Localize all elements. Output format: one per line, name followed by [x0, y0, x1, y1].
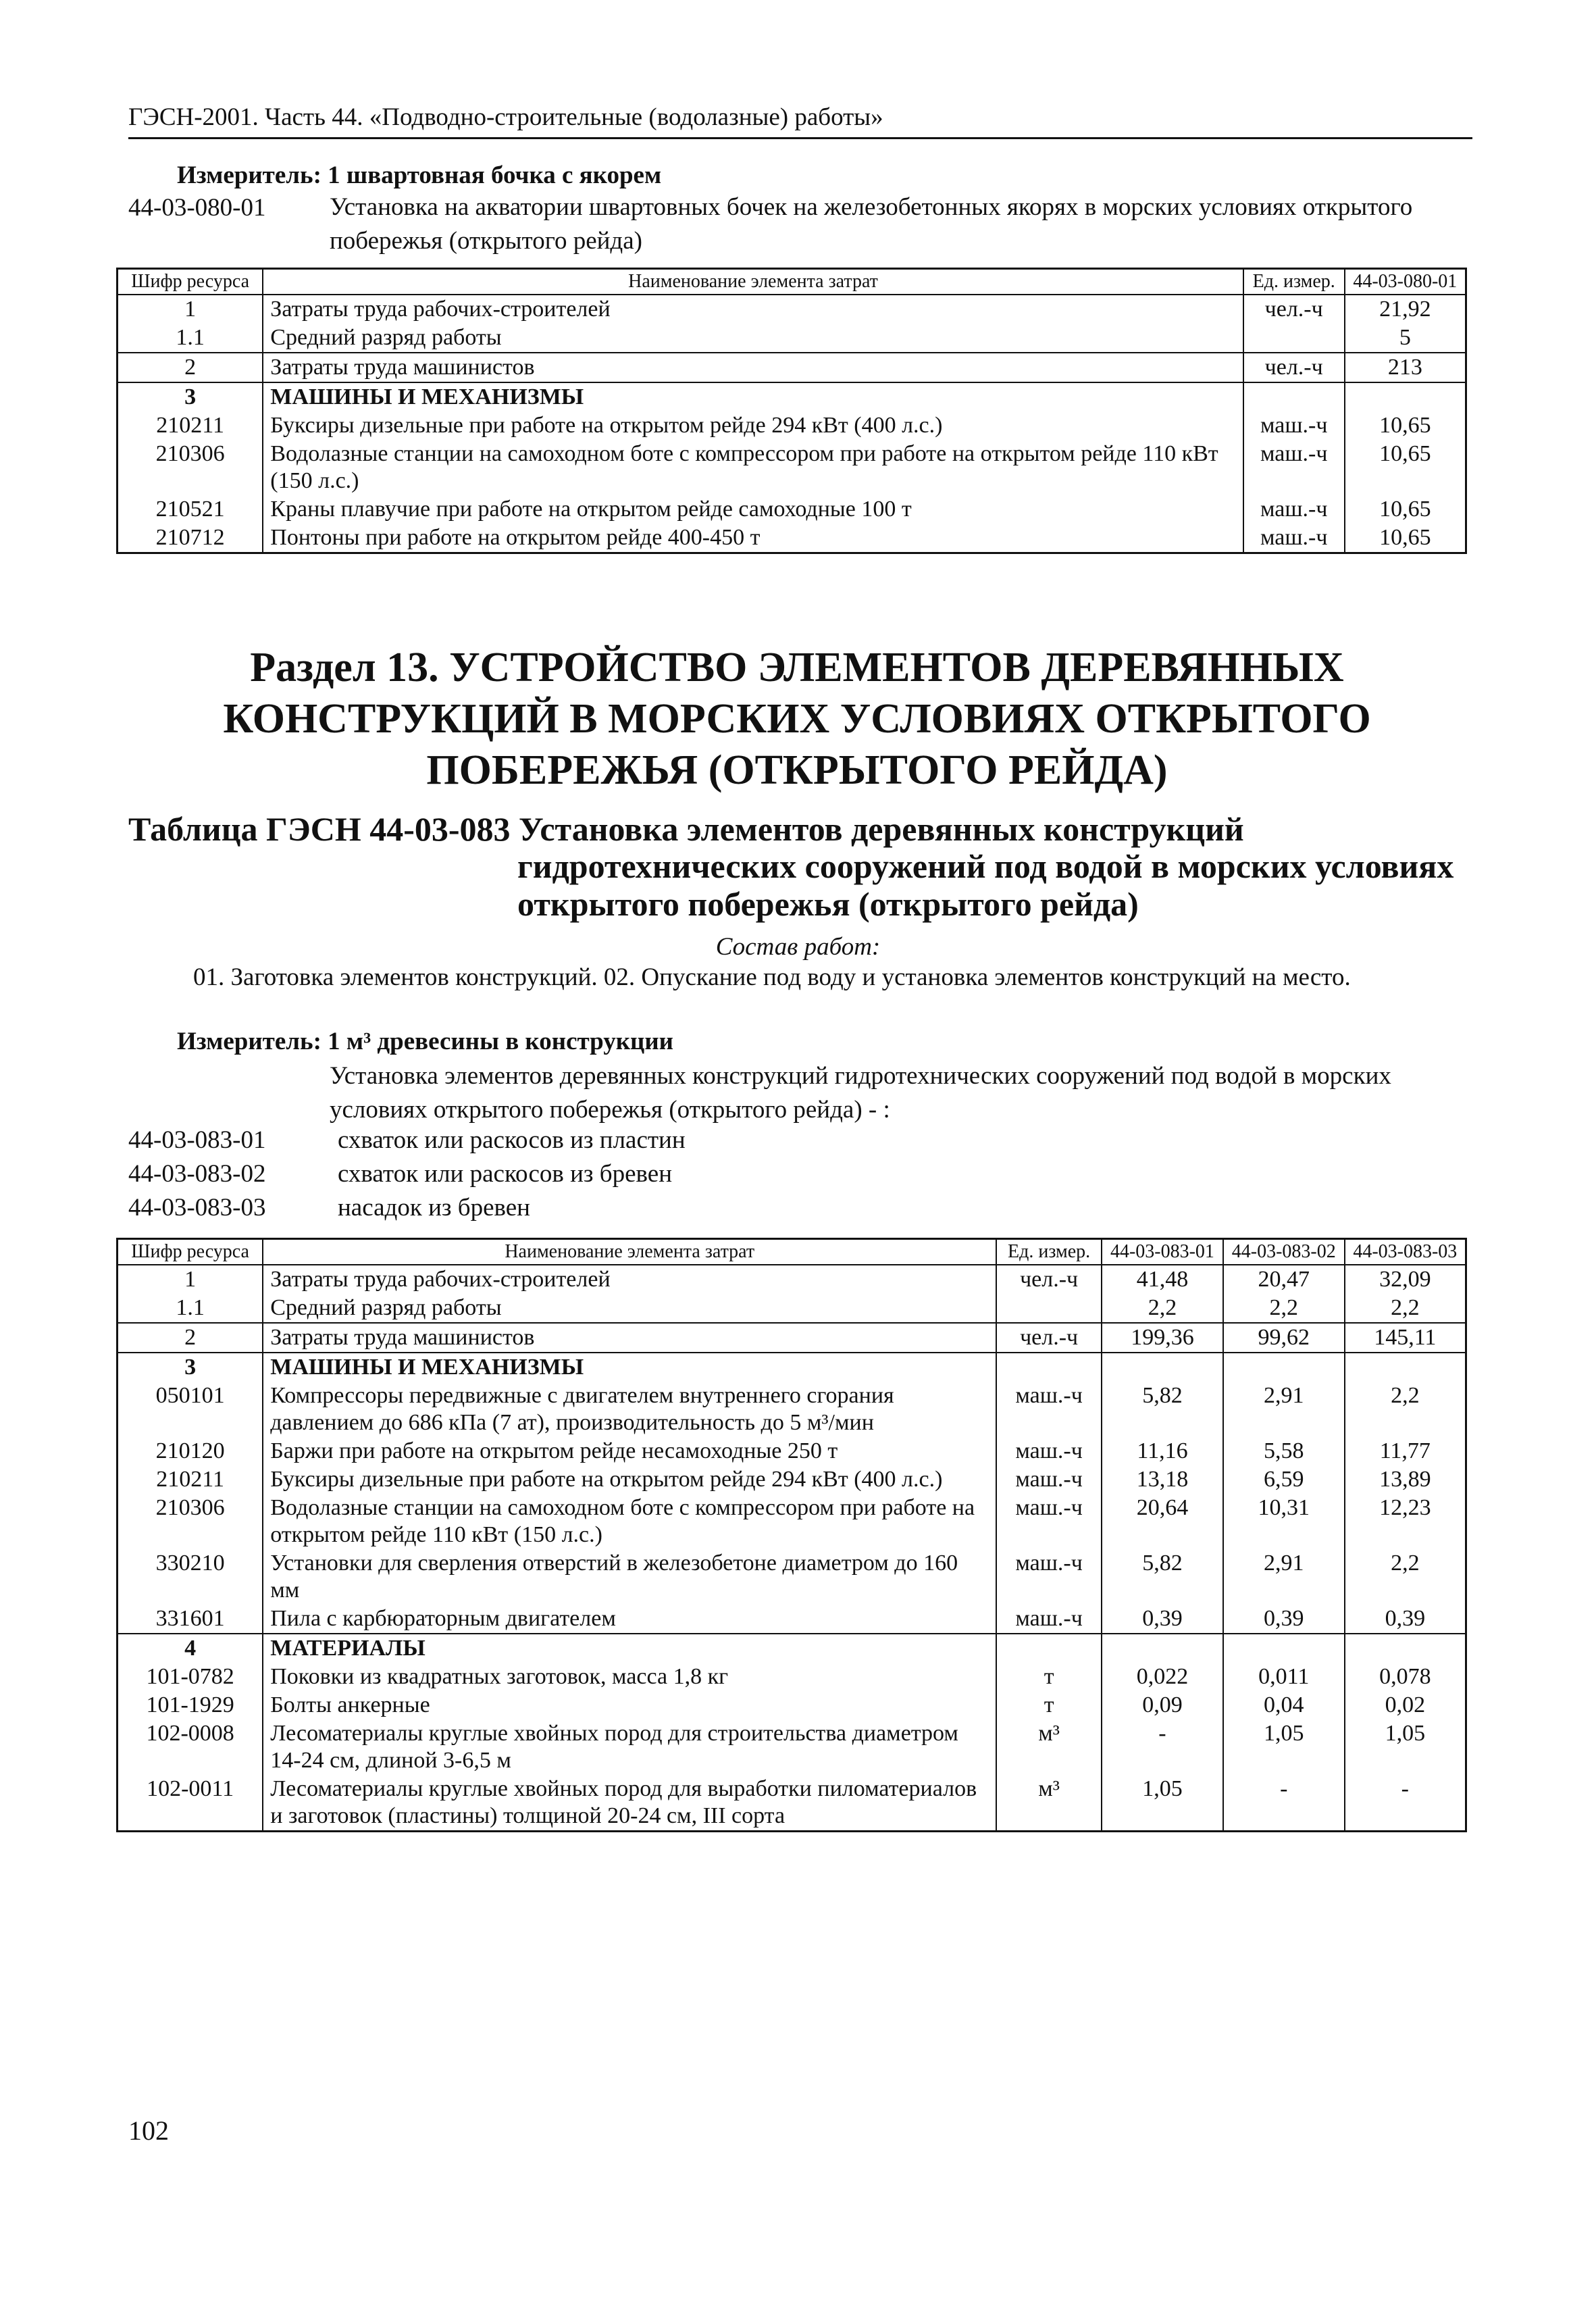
resource-value: 2,2: [1391, 1383, 1420, 1408]
resource-name: Компрессоры передвижные с двигателем внутреннего сгорания давлением до 686 кПа (7 ат), производительность до 5 м³/мин: [263, 1382, 996, 1437]
resource-value: 10,65: [1379, 497, 1431, 522]
resource-unit: маш.-ч: [996, 1549, 1102, 1605]
resource-code: 210306: [118, 440, 263, 495]
resource-code: 101-1929: [118, 1691, 263, 1719]
table-row: [118, 440, 1466, 495]
resource-value: 11,77: [1379, 1438, 1431, 1463]
resource-code: 2: [118, 353, 263, 382]
table-row: [118, 382, 1466, 411]
resource-code: 101-0782: [118, 1663, 263, 1691]
resource-value: 1,05: [1102, 1775, 1223, 1832]
resource-unit: т: [996, 1691, 1102, 1719]
resource-unit: маш.-ч: [996, 1437, 1102, 1465]
header-name: Наименование элемента затрат: [263, 1239, 996, 1265]
resource-name: Лесоматериалы круглые хвойных пород для выработки пиломатериалов и заготовок (пластины) толщиной 20-24 см, III сорта: [263, 1775, 996, 1832]
table-title-continued: гидротехнических сооружений под водой в морских условиях открытого побережья (открытого рейда): [517, 847, 1454, 923]
table-row: [118, 1323, 1466, 1353]
table-row: [118, 1691, 1466, 1719]
resource-value: 10,31: [1223, 1494, 1345, 1549]
resource-name: Затраты труда рабочих-строителей: [263, 1265, 996, 1294]
norm-item-text: насадок из бревен: [338, 1194, 530, 1222]
resource-value: -: [1223, 1775, 1345, 1832]
resource-value: 0,078: [1379, 1664, 1431, 1689]
resource-name: Затраты труда машинистов: [263, 353, 1243, 382]
resource-code: 331601: [118, 1605, 263, 1634]
norm-code: 44-03-083-02: [128, 1160, 266, 1188]
norm-item-text: схваток или раскосов из пластин: [338, 1126, 686, 1154]
resource-code: 3: [118, 382, 263, 411]
header-code: Шифр ресурса: [118, 269, 263, 295]
header-name: Наименование элемента затрат: [263, 269, 1243, 295]
table-row: [118, 353, 1466, 382]
resource-value: 2,2: [1391, 1551, 1420, 1576]
resource-value: 21,92: [1379, 297, 1431, 322]
resource-value: 32,09: [1379, 1267, 1431, 1292]
resource-unit: [996, 1634, 1102, 1663]
header-norm-column: 44-03-083-01: [1102, 1239, 1223, 1265]
table-header-row: [118, 269, 1466, 295]
table-row: [118, 1663, 1466, 1691]
resource-code: 210306: [118, 1494, 263, 1549]
resource-value: 2,2: [1223, 1294, 1345, 1323]
resource-code: 102-0011: [118, 1775, 263, 1832]
resource-value: [1223, 1634, 1345, 1663]
resource-name: Поковки из квадратных заготовок, масса 1,8 кг: [263, 1663, 996, 1691]
resource-name: Баржи при работе на открытом рейде несамоходные 250 т: [263, 1437, 996, 1465]
table-row: [118, 411, 1466, 440]
resource-value: 6,59: [1223, 1465, 1345, 1494]
table-row: [118, 1605, 1466, 1634]
resource-name: Затраты труда рабочих-строителей: [263, 295, 1243, 324]
table-row: [118, 1634, 1466, 1663]
resource-name: Болты анкерные: [263, 1691, 996, 1719]
resource-name: МАТЕРИАЛЫ: [263, 1634, 996, 1663]
resource-code: 102-0008: [118, 1719, 263, 1775]
header-norm-column: 44-03-083-03: [1345, 1239, 1466, 1265]
norm-description: Установка элементов деревянных конструкций гидротехнических сооружений под водой в морских условиях открытого побережья (открытого рейда) - :: [330, 1062, 1391, 1124]
resource-code: 3: [118, 1353, 263, 1382]
page-number: 102: [128, 2115, 169, 2146]
resource-value: 2,91: [1223, 1549, 1345, 1605]
table-header-row: [118, 1239, 1466, 1265]
table-title: Таблица ГЭСН 44-03-083 Установка элементов деревянных конструкций: [128, 810, 1244, 848]
resource-value: 0,39: [1102, 1605, 1223, 1634]
resource-value: 2,91: [1223, 1382, 1345, 1437]
resource-unit: м³: [996, 1775, 1102, 1832]
work-composition-label: Состав работ:: [715, 933, 881, 961]
resource-value: [1223, 1353, 1345, 1382]
resource-code: 2: [118, 1323, 263, 1353]
resource-unit: маш.-ч: [1243, 495, 1345, 524]
resource-name: Средний разряд работы: [263, 1294, 996, 1323]
resource-value: 11,16: [1102, 1437, 1223, 1465]
resource-value: 0,02: [1385, 1692, 1426, 1717]
table-row: [118, 524, 1466, 553]
resource-code: 050101: [118, 1382, 263, 1437]
resource-unit: [1243, 324, 1345, 353]
resource-value: 213: [1345, 353, 1466, 382]
resource-value: [1102, 1634, 1223, 1663]
resource-value: 199,36: [1102, 1323, 1223, 1353]
header-unit: Ед. измер.: [996, 1239, 1102, 1265]
resource-name: Водолазные станции на самоходном боте с компрессором при работе на открытом рейде 110 кВт (150 л.с.): [263, 440, 1243, 495]
table-row: [118, 1353, 1466, 1382]
resource-name: Пила с карбюраторным двигателем: [263, 1605, 996, 1634]
resource-table-080: [116, 268, 1467, 554]
resource-unit: чел.-ч: [996, 1323, 1102, 1353]
table-row: [118, 1265, 1466, 1294]
resource-value: 0,09: [1102, 1691, 1223, 1719]
resource-value: 0,011: [1223, 1663, 1345, 1691]
resource-code: 330210: [118, 1549, 263, 1605]
resource-value: 5,58: [1223, 1437, 1345, 1465]
table-row: [118, 295, 1466, 324]
resource-unit: маш.-ч: [1243, 440, 1345, 495]
resource-value: 0,022: [1102, 1663, 1223, 1691]
resource-value: 12,23: [1379, 1495, 1431, 1520]
resource-unit: [996, 1294, 1102, 1323]
resource-name: Установки для сверления отверстий в железобетоне диаметром до 160 мм: [263, 1549, 996, 1605]
resource-value: 20,47: [1223, 1265, 1345, 1294]
table-row: [118, 1294, 1466, 1323]
resource-value: 2,2: [1102, 1294, 1223, 1323]
running-header: ГЭСН-2001. Часть 44. «Подводно-строительные (водолазные) работы»: [128, 103, 1472, 139]
resource-value: 99,62: [1223, 1323, 1345, 1353]
resource-value: 1,05: [1385, 1721, 1426, 1746]
resource-code: 210120: [118, 1437, 263, 1465]
resource-unit: маш.-ч: [1243, 524, 1345, 553]
header-norm-column: 44-03-083-02: [1223, 1239, 1345, 1265]
resource-value: 13,89: [1379, 1467, 1431, 1492]
header-code: Шифр ресурса: [118, 1239, 263, 1265]
resource-value: [1345, 382, 1466, 411]
resource-name: Затраты труда машинистов: [263, 1323, 996, 1353]
resource-name: МАШИНЫ И МЕХАНИЗМЫ: [263, 382, 1243, 411]
resource-unit: [1243, 382, 1345, 411]
measure-line: Измеритель: 1 м³ древесины в конструкции: [177, 1028, 673, 1055]
resource-unit: маш.-ч: [1243, 411, 1345, 440]
resource-value: 10,65: [1379, 441, 1431, 466]
resource-value: 5,82: [1102, 1549, 1223, 1605]
resource-code: 1.1: [118, 324, 263, 353]
resource-value: 13,18: [1102, 1465, 1223, 1494]
header-norm-column: 44-03-080-01: [1345, 269, 1466, 295]
resource-unit: м³: [996, 1719, 1102, 1775]
resource-value: 0,39: [1385, 1606, 1426, 1631]
table-row: [118, 1465, 1466, 1494]
table-row: [118, 1549, 1466, 1605]
resource-value: [1102, 1353, 1223, 1382]
resource-value: 1,05: [1223, 1719, 1345, 1775]
resource-value: [1345, 1353, 1466, 1382]
table-row: [118, 324, 1466, 353]
resource-name: Краны плавучие при работе на открытом рейде самоходные 100 т: [263, 495, 1243, 524]
resource-name: Буксиры дизельные при работе на открытом рейде 294 кВт (400 л.с.): [263, 1465, 996, 1494]
resource-unit: [996, 1353, 1102, 1382]
table-row: [118, 1719, 1466, 1775]
resource-name: Буксиры дизельные при работе на открытом рейде 294 кВт (400 л.с.): [263, 411, 1243, 440]
resource-value: 5: [1399, 325, 1411, 350]
resource-value: 2,2: [1391, 1295, 1420, 1320]
resource-unit: чел.-ч: [1243, 353, 1345, 382]
norm-code: 44-03-083-03: [128, 1194, 266, 1222]
resource-unit: маш.-ч: [996, 1605, 1102, 1634]
resource-unit: маш.-ч: [996, 1494, 1102, 1549]
norm-code: 44-03-083-01: [128, 1126, 266, 1154]
resource-code: 1: [118, 1265, 263, 1294]
resource-name: Лесоматериалы круглые хвойных пород для строительства диаметром 14-24 см, длиной 3-6,5 м: [263, 1719, 996, 1775]
resource-unit: маш.-ч: [996, 1382, 1102, 1437]
norm-code: 44-03-080-01: [128, 194, 266, 222]
resource-value: 10,65: [1379, 525, 1431, 550]
norm-description: Установка на акватории швартовных бочек на железобетонных якорях в морских условиях открытого побережья (открытого рейда): [330, 193, 1413, 255]
resource-code: 1: [118, 295, 263, 324]
resource-name: Средний разряд работы: [263, 324, 1243, 353]
resource-code: 210211: [118, 411, 263, 440]
resource-name: Водолазные станции на самоходном боте с компрессором при работе на открытом рейде 110 кВт (150 л.с.): [263, 1494, 996, 1549]
measure-line: Измеритель: 1 швартовная бочка с якорем: [177, 161, 662, 189]
resource-unit: чел.-ч: [1243, 295, 1345, 324]
resource-unit: чел.-ч: [996, 1265, 1102, 1294]
resource-unit: т: [996, 1663, 1102, 1691]
table-row: [118, 1775, 1466, 1832]
resource-value: 145,11: [1345, 1323, 1466, 1353]
resource-value: 10,65: [1379, 413, 1431, 438]
resource-value: 0,39: [1223, 1605, 1345, 1634]
resource-unit: маш.-ч: [996, 1465, 1102, 1494]
resource-name: МАШИНЫ И МЕХАНИЗМЫ: [263, 1353, 996, 1382]
resource-name: Понтоны при работе на открытом рейде 400-450 т: [263, 524, 1243, 553]
table-row: [118, 495, 1466, 524]
table-row: [118, 1437, 1466, 1465]
resource-value: 20,64: [1102, 1494, 1223, 1549]
resource-code: 1.1: [118, 1294, 263, 1323]
table-row: [118, 1382, 1466, 1437]
resource-value: -: [1401, 1776, 1409, 1801]
resource-table-083: [116, 1238, 1467, 1832]
resource-code: 210712: [118, 524, 263, 553]
resource-value: 41,48: [1102, 1265, 1223, 1294]
resource-value: [1345, 1634, 1466, 1663]
resource-code: 210521: [118, 495, 263, 524]
section-title: Раздел 13. УСТРОЙСТВО ЭЛЕМЕНТОВ ДЕРЕВЯННЫХ КОНСТРУКЦИЙ В МОРСКИХ УСЛОВИЯХ ОТКРЫТОГО ПОБЕРЕЖЬЯ (ОТКРЫТОГО РЕЙДА): [223, 645, 1371, 793]
resource-value: 0,04: [1223, 1691, 1345, 1719]
table-row: [118, 1494, 1466, 1549]
resource-value: 5,82: [1102, 1382, 1223, 1437]
resource-code: 4: [118, 1634, 263, 1663]
resource-code: 210211: [118, 1465, 263, 1494]
work-composition-text: 01. Заготовка элементов конструкций. 02. Опускание под воду и установка элементов конструкций на место.: [193, 963, 1351, 991]
header-unit: Ед. измер.: [1243, 269, 1345, 295]
resource-value: -: [1102, 1719, 1223, 1775]
norm-item-text: схваток или раскосов из бревен: [338, 1160, 673, 1188]
